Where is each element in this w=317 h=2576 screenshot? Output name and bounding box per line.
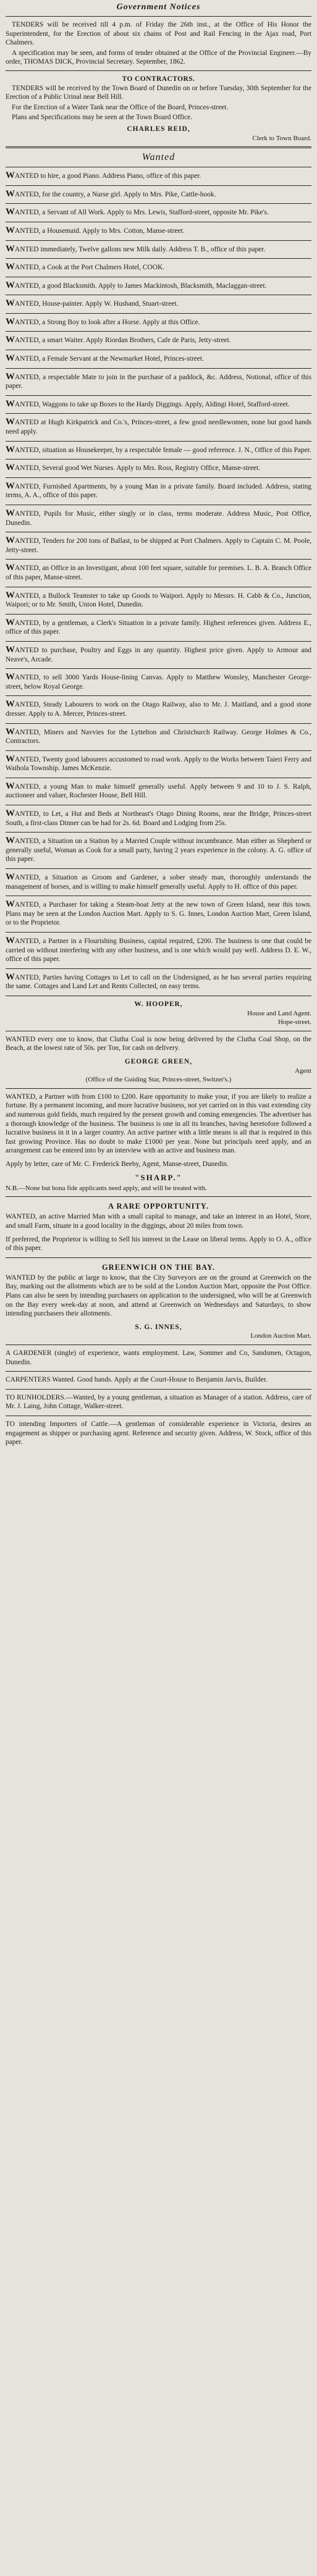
wanted-ad-initial: W [6, 353, 15, 364]
green-signature [6, 1057, 311, 1085]
wanted-ad [6, 591, 311, 610]
wanted-ad [6, 262, 311, 272]
wanted-ad-text: ANTED, a Housemaid. Apply to Mrs. Cotton, Manse-street. [15, 227, 185, 235]
wanted-ad-text: ANTED, a young Man to make himself generally useful. Apply between 9 and 10 to J. S. Ralph, auctioneer and valuer, Rochester House, Bell Hill. [6, 782, 311, 800]
wanted-ad-text: ANTED, a Situation on a Station by a Married Couple without incumbrance. Man either as Shepherd or generally useful, Woman as Cook for a small party, having 2 years experience in the colony. A. G. office of this paper. [6, 837, 311, 863]
contractors-signer: CHARLES REID, [127, 125, 190, 133]
wanted-ad [6, 372, 311, 391]
wanted-ad-initial: W [6, 563, 15, 573]
wanted-ad-text: ANTED, Twenty good labourers accustomed to road work. Apply to the Works between Taieri Ferry and Waihola Township. James McKenzie. [6, 755, 311, 773]
wanted-ad-text: ANTED, a Bullock Teamster to take up Goods to Waipori. Apply to Messrs. H. Cabb & Co., Junction, Waipori; or to Mr. Smith, Union Hotel, Dunedin. [6, 592, 311, 609]
wanted-ad-text: ANTED, Steady Labourers to work on the Otago Railway, also to Mr. J. Maitland, and a good stone dresser. Apply to A. Mercer, Princes-street. [6, 701, 311, 718]
partner-address: Apply by letter, care of Mr. C. Frederick Beeby, Agent, Manse-street, Dunedin. [6, 1160, 229, 1168]
wanted-ad-initial: W [6, 280, 15, 290]
wanted-ad [6, 335, 311, 345]
wanted-ad [6, 645, 311, 664]
wanted-ad-initial: W [6, 644, 15, 655]
wanted-ad [6, 973, 311, 991]
wanted-ad [6, 482, 311, 500]
wanted-ad [6, 245, 311, 254]
wanted-ad-initial: W [6, 535, 15, 546]
wanted-ad-text: ANTED, a Female Servant at the Newmarket Hotel, Princes-street. [15, 355, 204, 363]
wanted-ad-text: ANTED, a smart Waiter. Apply Riordan Brothers, Cafe de Paris, Jetty-street. [15, 337, 231, 345]
wanted-ad [6, 299, 311, 309]
wanted-ad [6, 809, 311, 828]
wanted-ad-text: ANTED, House-painter. Apply W. Husband, Stuart-street. [15, 300, 179, 308]
tenders-spec: A specification may be seen, and forms of tender obtained at the Office of the Provincial Engineer.—By order, THOMAS DICK, Provincial Secretary. September, 1862. [6, 49, 311, 66]
wanted-ad-initial: W [6, 243, 15, 254]
wanted-ad-initial: W [6, 188, 15, 199]
wanted-ad [6, 873, 311, 891]
partner-ad [6, 1093, 311, 1156]
hooper-place: Hope-street. [277, 1018, 311, 1026]
contractors-text-2: For the Erection of a Water Tank near the Office of the Board, Princes-street. [12, 103, 229, 111]
wanted-ad [6, 400, 311, 409]
wanted-ad-initial: W [6, 207, 15, 217]
wanted-ad [6, 171, 311, 181]
wanted-ad-text: ANTED to purchase, Poultry and Eggs in any quantity. Highest price given. Apply to Armour and Neave's, Arcade. [6, 646, 311, 663]
everyone-ad [6, 1035, 311, 1053]
runholders-ad: TO RUNHOLDERS.—Wanted, by a young gentleman, a situation as Manager of a station. Address, care of Mr. J. Laing, John Cottage, Walker-street. [6, 1393, 311, 1411]
wanted-ad [6, 755, 311, 773]
wanted-ad-text: ANTED immediately, Twelve gallons new Milk daily. Address T. B., office of this paper. [15, 245, 266, 253]
wanted-ad-text: ANTED at Hugh Kirkpatrick and Co.'s, Princes-street, a few good needlewomen, none but good hands need apply. [6, 419, 311, 436]
wanted-ad [6, 281, 311, 291]
wanted-ad [6, 317, 311, 327]
wanted-ad [6, 509, 311, 527]
wanted-ad [6, 417, 311, 436]
wanted-ad-text: ANTED, a Strong Boy to look after a Horse. Apply at this Office. [15, 318, 200, 326]
wanted-ad-text: ANTED, a Servant of All Work. Apply to Mrs. Lewis, Stafford-street, opposite Mr. Pike's. [15, 209, 269, 217]
wanted-ad-initial: W [6, 781, 15, 791]
wanted-ad [6, 673, 311, 691]
wanted-ad [6, 618, 311, 637]
wanted-ad [6, 226, 311, 236]
wanted-ad [6, 782, 311, 800]
wanted-ad-text: ANTED, situation as Housekeeper, by a respectable female — good reference. J. N., Office of this Paper. [15, 446, 311, 454]
contractors-signer-role: Clerk to Town Board. [252, 134, 311, 142]
green-place: (Office of the Guiding Star, Princes-street, Switzer's.) [85, 1076, 232, 1084]
wanted-ad [6, 836, 311, 864]
wanted-ad-initial: W [6, 590, 15, 600]
wanted-ad-text: ANTED, a respectable Mate to join in the purchase of a paddock, &c. Address, Notional, office of this paper. [6, 373, 311, 390]
wanted-ad-text: ANTED, an Office in an Investigant, about 100 feet square, suitable for premises. L. B. A. Branch Office of this paper, Manse-street. [6, 564, 311, 581]
wanted-ad-text: ANTED, a Situation as Groom and Gardener, a sober steady man, thoroughly understands the management of horses, and is willing to make himself generally useful. Apply to H. office of this paper. [6, 874, 311, 891]
contractors-text-3: Plans and Specifications may be seen at the Town Board Office. [12, 114, 193, 122]
wanted-ad-initial: W [6, 872, 15, 883]
wanted-ad-initial: W [6, 335, 15, 345]
wanted-ad-text: ANTED, Parties having Cottages to Let to call on the Undersigned, as he has several parties requiring the same. Cottages and Land Let and Rents Collected, on easy terms. [6, 973, 311, 991]
wanted-ad-initial: W [6, 753, 15, 764]
wanted-ad-initial: W [6, 480, 15, 491]
wanted-ad [6, 208, 311, 217]
wanted-ad-text: ANTED, for the country, a Nurse girl. Apply to Mrs. Pike, Cattle-hook. [15, 190, 216, 198]
wanted-ad-initial: W [6, 225, 15, 235]
partner-text: WANTED, a Partner with from £100 to £200. Rare opportunity to make your, if you are likely to realize a fortune. By a permanent incoming, and more lucrative business, not yet carried on in this vast extending city and numerous gold fields, much required by the present growth and coming emergencies. The advertiser has a thorough knowledge of the business. The business is one in all its branches, having heretofore followed a lucrative business in it in a larger country. An active partner with a little means is all that is required in this fast growing Province. Has no doubt to make £1000 per year. None but principals need apply, and an arrangement can be entered into by an interview with an active and business man. [6, 1093, 311, 1155]
greenwich-place: London Auction Mart. [250, 1332, 311, 1340]
wanted-ad-initial: W [6, 298, 15, 309]
wanted-ad [6, 354, 311, 364]
wanted-ad [6, 700, 311, 718]
wanted-ad-initial: W [6, 508, 15, 518]
gardener-ad: A GARDENER (single) of experience, wants employment. Law, Sommer and Co, Sandsmen, Octagon, Dunedin. [6, 1349, 311, 1366]
wanted-ad-text: ANTED, by a gentleman, a Clerk's Situation in a private family. Highest references given. Address E., office of this paper. [6, 619, 311, 636]
wanted-ad-initial: W [6, 936, 15, 946]
hooper-signature [6, 1000, 311, 1027]
wanted-ad-text: ANTED, Waggons to take up Boxes to the Hardy Diggings. Apply, Aldingi Hotel, Stafford-street. [15, 400, 290, 408]
wanted-ad-initial: W [6, 371, 15, 382]
contractors-notice [6, 75, 311, 143]
wanted-ad [6, 445, 311, 455]
wanted-ad-text: ANTED, to sell 3000 Yards House-lining Canvas. Apply to Matthew Wonsley, Manchester George-street, below Royal George. [6, 674, 311, 690]
wanted-ad-initial: W [6, 444, 15, 455]
wanted-ad [6, 936, 311, 964]
wanted-ad-text: ANTED, Miners and Navvies for the Lyttelton and Christchurch Railway. George Holmes & Co., Contractors. [6, 728, 311, 745]
wanted-ad-text: ANTED, a Purchaser for taking a Steam-boat Jetty at the new town of Green Island, near this town. Plans may be seen at the London Auction Mart. Apply to S. G. Innes, London Auction Mart, Green Island, or to the Proprietor. [6, 901, 311, 927]
contractors-text-1: TENDERS will be received by the Town Board of Dunedin on or before Tuesday, 30th September for the Erection of a Public Urinal near Bell Hill. [6, 84, 311, 101]
wanted-ad [6, 536, 311, 555]
wanted-ad [6, 900, 311, 928]
wanted-ad-text: ANTED to hire, a good Piano. Address Piano, office of this paper. [15, 172, 201, 180]
wanted-ad-text: ANTED, Tenders for 200 tons of Ballast, to be shipped at Port Chalmers. Apply to Captain C. M. Poole, Jetty-street. [6, 537, 311, 554]
wanted-ads-list [6, 171, 311, 996]
wanted-ad [6, 463, 311, 473]
wanted-ad-text: ANTED, Pupils for Music, either singly or in class, terms moderate. Address Music, Post Office, Dunedin. [6, 510, 311, 527]
greenwich-text: WANTED by the public at large to know, that the City Surveyors are on the ground at Greenwich on the Bay, marking out the allotments which are to be sold at the London Auction Mart, opposite the Post Office. Plans can also be seen by intending purchasers on application to the undersigned, who will be at Greenwich on the Bay every week-day at noon, and attend at Greenwich on Wednesdays and Saturdays, to show intending purchasers their allotments. [6, 1273, 311, 1318]
tenders-notice [6, 20, 311, 67]
wanted-ad-initial: W [6, 316, 15, 327]
wanted-ad-initial: W [6, 836, 15, 846]
wanted-ad [6, 190, 311, 199]
everyone-text: WANTED every one to know, that Clutha Coal is now being delivered by the Clutha Coal Shop, on the Beach, at the lowest rate of 50s. per Ton, for cash on delivery. [6, 1035, 311, 1052]
wanted-heading: Wanted [142, 152, 175, 163]
wanted-ad [6, 563, 311, 582]
wanted-ad-text: ANTED, to Let, a Hut and Beds at Northeast's Otago Dining Rooms, near the Bridge, Princes-street South, a first-class Dinner can be had for 2s. 6d. Board and Lodging from 25s. [6, 810, 311, 827]
importers-ad: TO intending Importers of Cattle.—A gentleman of considerable experience in Victoria, desires an engagement as shipper or purchasing agent. Reference and security given. Address, W. Stock, office of this paper. [6, 1420, 311, 1446]
wanted-ad-initial: W [6, 899, 15, 910]
wanted-ad [6, 728, 311, 746]
greenwich-signature [6, 1323, 311, 1341]
wanted-ad-initial: W [6, 417, 15, 427]
hooper-name: W. HOOPER, [134, 1000, 183, 1008]
sharp-signature: "SHARP." [135, 1173, 182, 1183]
wanted-ad-initial: W [6, 971, 15, 982]
tenders-text: TENDERS will be received till 4 p.m. of Friday the 26th inst., at the Office of His Honor the Superintendent, for the Erection of about six chains of Post and Rail Fencing in the Ajax road, Port Chalmers. [6, 21, 311, 47]
wanted-ad-initial: W [6, 699, 15, 710]
wanted-ad-initial: W [6, 617, 15, 627]
greenwich-title: GREENWICH ON THE BAY. [101, 1262, 216, 1272]
wanted-ad-text: ANTED, Furnished Apartments, by a young Man in a private family. Board included. Address, stating terms, A. A., office of this paper. [6, 482, 311, 500]
wanted-ad-text: ANTED, a good Blacksmith. Apply to James Mackintosh, Blacksmith, Maclaggan-street. [15, 282, 267, 290]
wanted-ad-initial: W [6, 808, 15, 819]
rare-opportunity-text-2: If preferred, the Proprietor is willing to Sell his interest in the Lease on liberal terms. Apply to O. A., office of this paper. [6, 1235, 311, 1252]
nb-note: N.B.—None but bona fide applicants need apply, and will be treated with. [6, 1185, 207, 1193]
wanted-ad-initial: W [6, 262, 15, 272]
wanted-ad-initial: W [6, 170, 15, 181]
greenwich-signer: S. G. INNES, [135, 1323, 182, 1331]
wanted-ad-text: ANTED, Several good Wet Nurses. Apply to Mrs. Ross, Registry Office, Manse-street. [15, 464, 260, 472]
wanted-ad-text: ANTED, a Partner in a Flourishing Business, capital required, £200. The business is one that could be carried on without interfering with any other business, and is one which would pay well. Address D. E. W., office of this paper. [6, 938, 311, 963]
carpenters-ad: CARPENTERS Wanted. Good hands. Apply at the Court-House to Benjamin Jarvis, Builder. [6, 1376, 268, 1384]
green-role: Agent [295, 1067, 311, 1075]
wanted-ad-text: ANTED, a Cook at the Port Chalmers Hotel, COOK. [15, 264, 165, 272]
wanted-ad-initial: W [6, 463, 15, 473]
wanted-ad-initial: W [6, 672, 15, 682]
rare-opportunity-text: WANTED, an active Married Man with a small capital to manage, and take an interest in an Hotel, Store, and small Farm, situate in a good locality in the diggings, about 20 miles from town. [6, 1213, 311, 1230]
green-name: GEORGE GREEN, [124, 1057, 193, 1065]
wanted-ad-initial: W [6, 398, 15, 409]
rare-opportunity-title: A RARE OPPORTUNITY. [108, 1202, 209, 1211]
contractors-title: TO CONTRACTORS. [122, 75, 195, 83]
hooper-role: House and Land Agent. [247, 1009, 311, 1017]
government-notices-heading: Government Notices [116, 2, 201, 12]
wanted-ad-initial: W [6, 726, 15, 737]
